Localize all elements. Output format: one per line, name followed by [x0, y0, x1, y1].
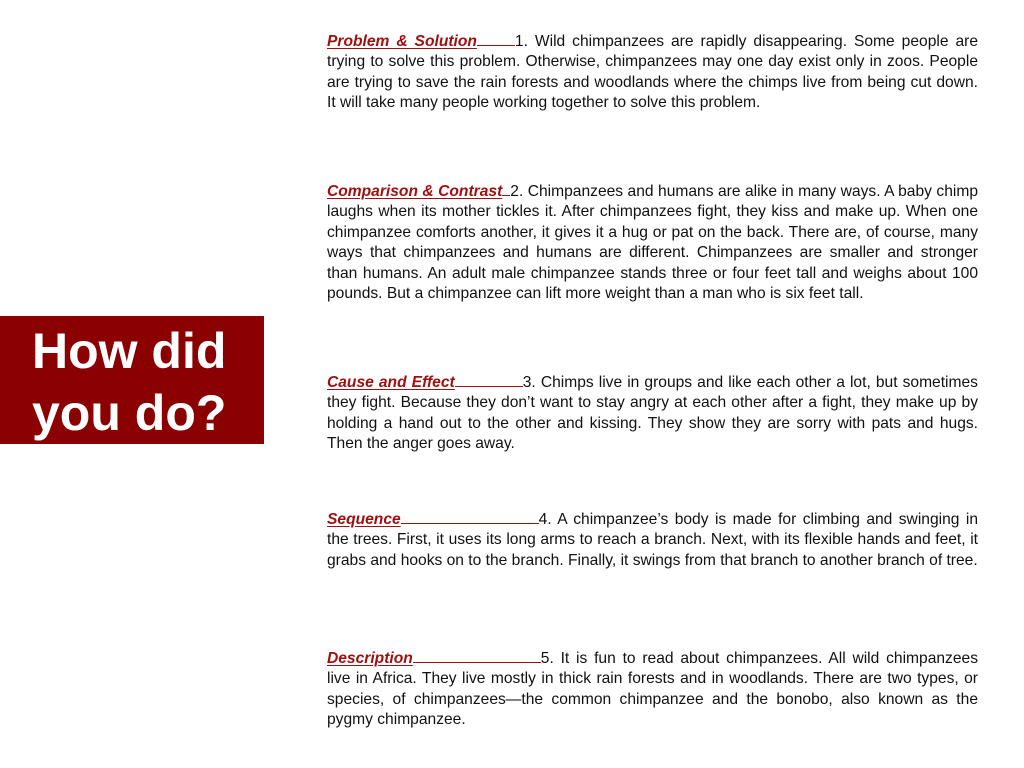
- answer-blank-line: [455, 372, 523, 387]
- text-structure-label: Sequence: [327, 511, 401, 528]
- passage-text: Wild chimpanzees are rapidly disappearing. Some people are trying to solve this problem. Otherwise, chimpanzees may one day exist only in zoos. People are trying to save the rain forests and woodlands where the chimps live from being cut down. It will take many people working together to solve this problem.: [327, 33, 978, 112]
- passage-text: Chimps live in groups and like each other a lot, but sometimes they fight. Because they don’t want to stay angry at each other after a fight, they make up by holding a hand out to the other and kissing. They show they are sorry with pats and hugs. Then the anger goes away.: [327, 374, 978, 453]
- passage-number: 4.: [538, 511, 552, 528]
- text-structure-label: Problem & Solution: [327, 33, 477, 50]
- passage-number: 5.: [540, 650, 554, 667]
- passage-number: 1.: [514, 33, 528, 50]
- passage-problem-solution: [327, 31, 978, 114]
- answer-blank-line: [477, 31, 515, 46]
- passage-number: 2.: [510, 183, 524, 200]
- text-structure-label: Cause and Effect: [327, 374, 455, 391]
- passage-text: A chimpanzee’s body is made for climbing and swinging in the trees. First, it uses its long arms to reach a branch. Next, with its flexible hands and feet, it grabs and hooks on to the branch. Finally, it swings from that branch to another branch of tree.: [327, 511, 978, 569]
- slide-title: How did you do?: [32, 323, 227, 441]
- title-banner: [0, 316, 264, 444]
- passage-cause-effect: [327, 372, 978, 455]
- answer-blank-line: [413, 648, 541, 663]
- text-structure-label: Comparison & Contrast: [327, 183, 503, 200]
- passage-text: Chimpanzees and humans are alike in many ways. A baby chimp laughs when its mother tickles it. After chimpanzees fight, they kiss and make up. When one chimpanzee comforts another, it gives it a hug or pat on the back. There are, of course, many ways that chimpanzees and humans are different. Chimpanzees are smaller and stronger than humans. An adult male chimpanzee stands three or four feet tall and weighs about 100 pounds. But a chimpanzee can lift more weight than a man who is six feet tall.: [327, 183, 978, 303]
- answer-blank-line: [401, 509, 539, 524]
- passage-comparison-contrast: [327, 181, 978, 304]
- passage-sequence: [327, 509, 978, 571]
- passage-text: It is fun to read about chimpanzees. All wild chimpanzees live in Africa. They live mostly in thick rain forests and in woodlands. There are two types, or species, of chimpanzees—the common chimpanzee and the bonobo, also known as the pygmy chimpanzee.: [327, 650, 978, 729]
- passage-description: [327, 648, 978, 731]
- passage-number: 3.: [522, 374, 536, 391]
- text-structure-label: Description: [327, 650, 413, 667]
